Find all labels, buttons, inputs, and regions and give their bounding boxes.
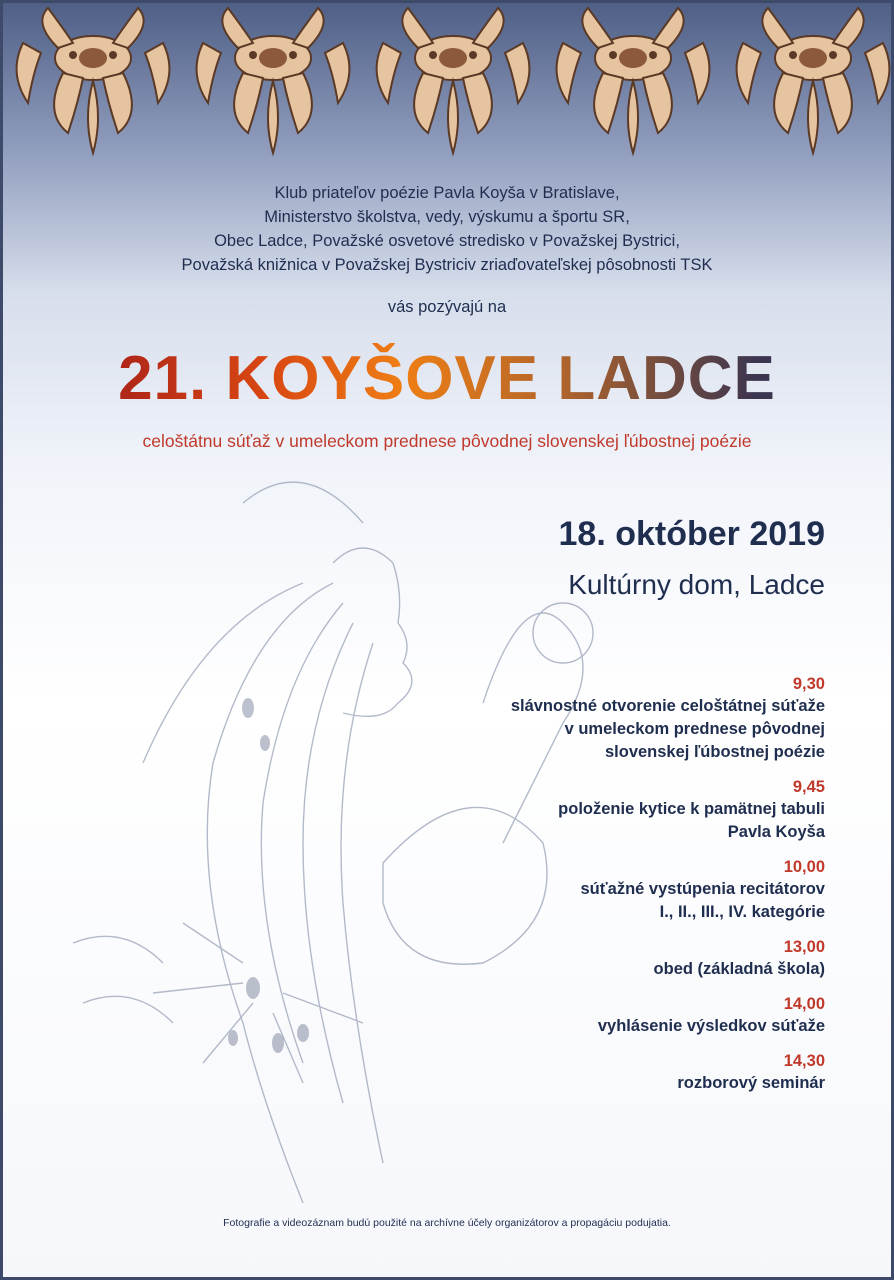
event-subtitle: celoštátnu súťaž v umeleckom prednese pôvodnej slovenskej ľúbostnej poézie	[142, 431, 752, 451]
schedule-time: 9,30	[792, 675, 825, 693]
schedule-item	[305, 936, 825, 981]
schedule-item	[305, 1050, 825, 1095]
schedule-line: v umeleckom prednese pôvodnej	[564, 720, 825, 738]
schedule-line: slávnostné otvorenie celoštátnej súťaže	[510, 697, 825, 715]
floral-ornament-band	[3, 3, 891, 163]
schedule-line: položenie kytice k pamätnej tabuli	[558, 800, 825, 818]
schedule-line: slovenskej ľúbostnej poézie	[604, 743, 825, 761]
schedule-time: 9,45	[792, 778, 825, 796]
organizer-line: Obec Ladce, Považské osvetové stredisko v Považskej Bystrici,	[214, 232, 680, 250]
schedule-item	[305, 856, 825, 924]
organizer-line: Klub priateľov poézie Pavla Koyša v Bratislave,	[274, 184, 620, 202]
event-title: 21. KOYŠOVE LADCE	[3, 343, 891, 414]
schedule-item	[305, 776, 825, 844]
schedule-description	[305, 1015, 825, 1038]
schedule-description	[305, 958, 825, 981]
schedule-line: vyhlásenie výsledkov súťaže	[597, 1017, 825, 1035]
schedule-description	[305, 798, 825, 844]
schedule-time: 14,00	[783, 995, 825, 1013]
schedule-line: rozborový seminár	[677, 1074, 825, 1092]
event-venue: Kultúrny dom, Ladce	[568, 569, 825, 600]
schedule-line: Pavla Koyša	[727, 823, 825, 841]
invite-text: vás pozývajú na	[387, 298, 507, 316]
organizers-block	[3, 181, 891, 277]
schedule-description	[305, 695, 825, 764]
schedule-line: obed (základná škola)	[653, 960, 825, 978]
schedule-time: 13,00	[783, 938, 825, 956]
organizer-line: Ministerstvo školstva, vedy, výskumu a športu SR,	[264, 208, 630, 226]
schedule-time: 10,00	[783, 858, 825, 876]
schedule-description	[305, 878, 825, 924]
schedule-item	[305, 673, 825, 764]
footer-note: Fotografie a videozáznam budú použité na archívne účely organizátorov a propagáciu podujatia.	[223, 1217, 671, 1229]
organizer-line: Považská knižnica v Považskej Bystriciv zriaďovateľskej pôsobnosti TSK	[181, 256, 713, 274]
schedule	[305, 673, 825, 1107]
schedule-line: súťažné vystúpenia recitátorov	[580, 880, 825, 898]
schedule-description	[305, 1072, 825, 1095]
schedule-time: 14,30	[783, 1052, 825, 1070]
floral-motif	[17, 8, 170, 153]
event-date: 18. október 2019	[558, 515, 825, 553]
schedule-item	[305, 993, 825, 1038]
schedule-line: I., II., III., IV. kategórie	[659, 903, 825, 921]
